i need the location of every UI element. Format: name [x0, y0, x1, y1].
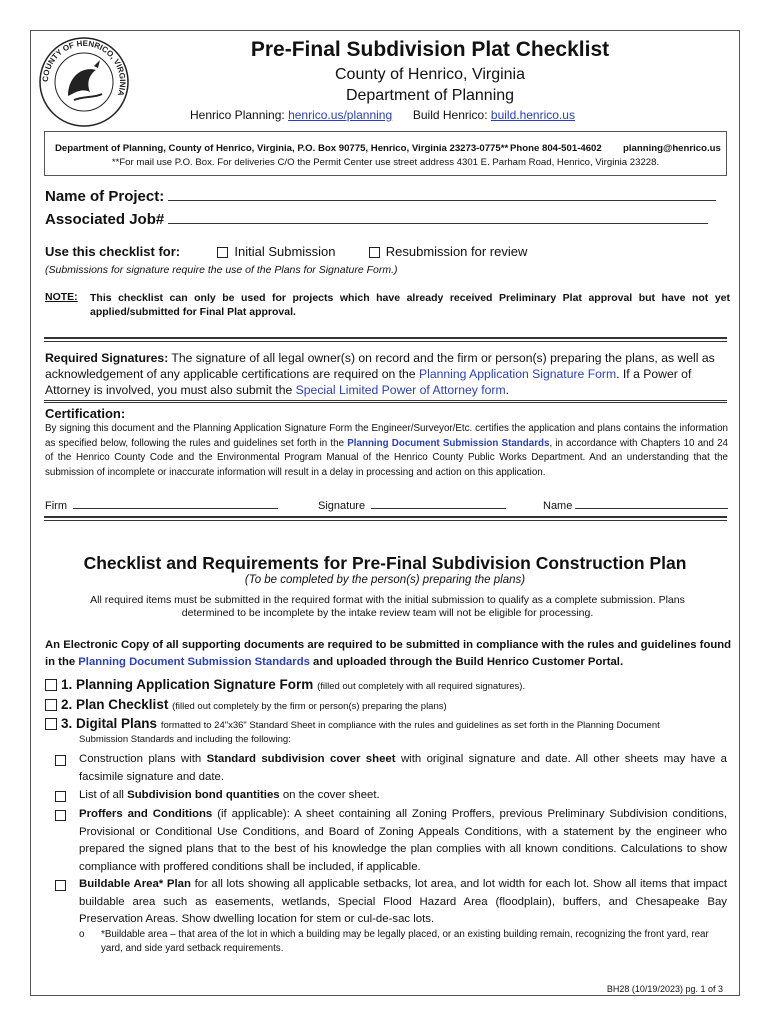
item-2-number: 2. [61, 697, 73, 712]
item-3-number: 3. [61, 716, 73, 731]
buildable-area-checkbox[interactable] [55, 880, 66, 891]
electronic-copy-text-2: and uploaded through the Build Henrico Customer Portal. [313, 656, 624, 668]
associated-job-row [45, 209, 708, 228]
submission-standards-link[interactable]: Planning Document Submission Standards [347, 437, 550, 449]
planning-link[interactable]: henrico.us/planning [288, 108, 393, 122]
planning-label: Henrico Planning: [190, 108, 285, 122]
project-name-row [45, 186, 716, 205]
firm-label: Firm [45, 500, 67, 512]
project-name-field[interactable] [168, 186, 716, 201]
certification-text-2: , in accordance with Chapters 10 and 24 of the Henrico County Code and the Environmental Program Manual of the Henrico County Public Works Department. And an understanding that the submission of incomplete or inaccurate information will result in a delay in processing and action on this application. [45, 437, 728, 478]
department-name: Department of Planning [345, 87, 515, 104]
email-address: planning@henrico.us [623, 143, 721, 154]
resubmission-label: Resubmission for review [385, 244, 528, 259]
required-signatures-text-2: . If a Power of Attorney is involved, you must also submit the [45, 367, 692, 397]
bond-quantities-text-2: on the cover sheet. [282, 789, 380, 801]
item-2-label: Plan Checklist [76, 697, 169, 712]
web-links [190, 108, 575, 122]
item-3-note: formatted to 24"x36" Standard Sheet in compliance with the rules and guidelines as set forth in the Planning Document [160, 720, 660, 731]
build-link[interactable]: build.henrico.us [490, 108, 575, 122]
note-label: NOTE: [45, 291, 78, 303]
signature-field[interactable] [371, 494, 506, 509]
divider [44, 400, 727, 403]
phone-number: Phone 804-501-4602 [510, 143, 602, 154]
associated-job-field[interactable] [168, 209, 708, 224]
address-line [55, 143, 721, 154]
checklist-intro-line-2: determined to be incomplete by the intake review team will not be eligible for processing. [181, 607, 594, 619]
bond-quantities-checkbox[interactable] [55, 791, 66, 802]
required-signatures-text: The signature of all legal owner(s) on record and the firm or person(s) preparing the plans, as well as acknowledgement of any applicable certifications are required on the [45, 351, 715, 381]
signature-label: Signature [318, 500, 366, 512]
use-for-label: Use this checklist for: [45, 244, 181, 259]
bullet-mark: o [79, 929, 85, 940]
checklist-subheading: (To be completed by the person(s) preparing the plans) [244, 574, 526, 586]
build-label: Build Henrico: [412, 108, 488, 122]
seal-text: COUNTY OF HENRICO, VIRGINIA [40, 38, 128, 98]
project-name-label: Name of Project: [45, 188, 165, 205]
certification-text [45, 422, 728, 480]
mailing-address: Department of Planning, County of Henrico, Virginia, P.O. Box 90775, Henrico, Virginia 23273-0775** [55, 143, 509, 154]
firm-field[interactable] [73, 494, 278, 509]
initial-submission-label: Initial Submission [234, 244, 336, 259]
buildable-area-bold: Buildable Area* Plan [79, 878, 191, 890]
buildable-area-text [79, 876, 727, 929]
electronic-copy-requirement [45, 637, 735, 671]
county-name: County of Henrico, Virginia [334, 66, 526, 83]
bond-quantities-text-1: List of all [79, 789, 124, 801]
item-1-checkbox[interactable] [45, 679, 57, 691]
proffers-bold: Proffers and Conditions [79, 808, 213, 820]
item-2-checkbox[interactable] [45, 699, 57, 711]
associated-job-label: Associated Job# [45, 211, 165, 228]
divider [44, 337, 727, 342]
checklist-item-2 [45, 697, 447, 712]
submission-standards-link-2[interactable]: Planning Document Submission Standards [78, 656, 310, 668]
resubmission-checkbox[interactable] [369, 247, 380, 258]
checklist-intro [45, 594, 730, 620]
divider [44, 516, 727, 521]
required-signatures [45, 350, 727, 398]
name-label: Name [543, 500, 573, 512]
name-row [543, 494, 728, 512]
checklist-item-1 [45, 677, 525, 692]
item-3-note-2: Submission Standards and including the following: [79, 734, 291, 745]
item-3-checkbox[interactable] [45, 718, 57, 730]
submission-note: (Submissions for signature require the use of the Plans for Signature Form.) [45, 264, 398, 276]
certification-heading: Certification: [45, 406, 126, 421]
cover-sheet-text-1: Construction plans with [79, 753, 202, 765]
proffers-checkbox[interactable] [55, 810, 66, 821]
proffers-description: (if applicable): A sheet containing all Zoning Proffers, previous Preliminary Subdivision conditions, Provisional or Conditional Use Conditions, and Board of Zoning Appeals Conditions, with a statement by the engineer who prepared the signed plans that to the best of his knowledge the plan complies with all known conditions. Calculations to show compliance with proffered conditions shall be included, if applicable. [79, 808, 728, 873]
required-signatures-text-3: . [505, 383, 510, 397]
buildable-area-description: for all lots showing all applicable setbacks, lot area, and lot width for each lot. Show all items that impact buildable area such as easements, wetlands, Special Flood Hazard Area (floodplain), buffers, and Chesapeake Bay Preservation Areas. Show dwelling location for stem or cul-de-sac lots. [79, 878, 727, 925]
cover-sheet-text [79, 751, 727, 786]
initial-submission-checkbox[interactable] [217, 247, 228, 258]
item-1-note: (filled out completely with all required signatures). [317, 681, 526, 692]
firm-row [45, 494, 278, 512]
item-2-note: (filled out completely by the firm or person(s) preparing the plans) [172, 701, 447, 712]
cover-sheet-text-2: with original signature and date. All other sheets may have a facsimile signature and date. [79, 753, 728, 783]
note-text: This checklist can only be used for projects which have already received Preliminary Plat approval but have not yet applied/submitted for Final Plat approval. [90, 292, 730, 318]
delivery-note: **For mail use P.O. Box. For deliveries C/O the Permit Center use street address 4301 E. Parham Road, Henrico, Virginia 23228. [111, 157, 660, 168]
checklist-heading: Checklist and Requirements for Pre-Final Subdivision Construction Plan [83, 553, 687, 573]
signature-row [318, 494, 506, 512]
checklist-item-3 [45, 716, 660, 731]
buildable-area-definition-text: *Buildable area – that area of the lot in which a building may be legally placed, or an existing building remain, recognizing the front yard, rear yard, and side yard setback requirements. [101, 929, 709, 954]
bond-quantities-bold: Subdivision bond quantities [127, 789, 280, 801]
page-footer: BH28 (10/19/2023) pg. 1 of 3 [606, 984, 723, 994]
item-1-number: 1. [61, 677, 73, 692]
certification-text-1: By signing this document and the Planning Application Signature Form the Engineer/Surveyor/Etc. certifies the application and plans contains the information as specified below, following the rules and guidelines set forth in the [45, 423, 728, 449]
page-title: Pre-Final Subdivision Plat Checklist [250, 38, 610, 61]
signature-form-link[interactable]: Planning Application Signature Form [418, 367, 617, 381]
checklist-intro-line-1: All required items must be submitted in the required format with the initial submission to qualify as a complete submission. Plans [90, 594, 685, 606]
bond-quantities-text [79, 787, 727, 805]
address-box [44, 131, 727, 176]
use-for-row [45, 244, 527, 259]
required-signatures-label: Required Signatures: [45, 351, 169, 365]
power-of-attorney-link[interactable]: Special Limited Power of Attorney form [295, 383, 506, 397]
county-seal-icon [38, 36, 130, 128]
item-3-label: Digital Plans [76, 716, 158, 731]
cover-sheet-checkbox[interactable] [55, 755, 66, 766]
item-1-label: Planning Application Signature Form [76, 677, 314, 692]
cover-sheet-bold: Standard subdivision cover sheet [206, 753, 396, 765]
proffers-text [79, 806, 727, 876]
electronic-copy-text: An Electronic Copy of all supporting documents are required to be submitted in compliance with the rules and guidelines found in the [45, 639, 732, 668]
name-field[interactable] [575, 494, 728, 509]
